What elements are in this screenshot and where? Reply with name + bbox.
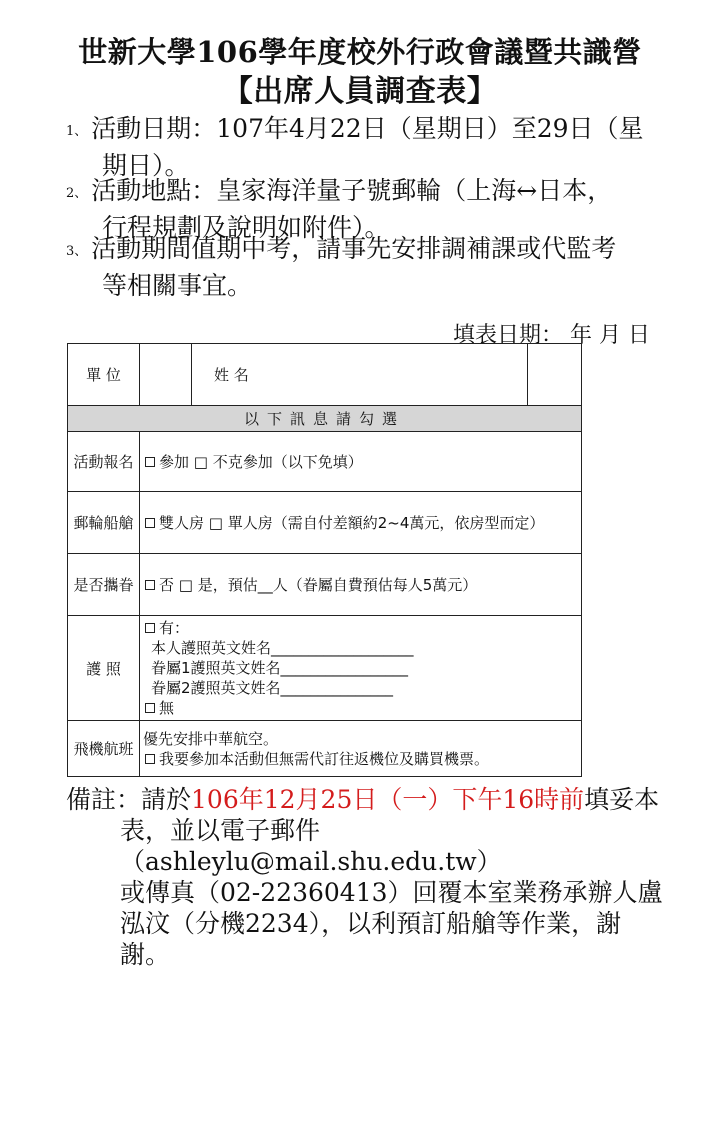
passport-dep1: 眷屬1護照英文姓名_________________ — [151, 659, 409, 677]
checkbox[interactable] — [145, 703, 155, 713]
survey-form-table — [67, 343, 582, 777]
checkbox[interactable] — [145, 623, 155, 633]
checkbox[interactable] — [145, 754, 155, 764]
passport-none: 無 — [159, 699, 175, 717]
row-content-passport — [140, 616, 582, 721]
passport-dep2: 眷屬2護照英文姓名_______________ — [151, 679, 394, 697]
flight-line1: 優先安排中華航空。 — [143, 729, 279, 748]
check-header: 以下訊息請勾選 — [68, 406, 582, 432]
remark — [66, 784, 666, 970]
item-text-cont: 行程規劃及說明如附件）。 — [102, 213, 390, 242]
checkbox[interactable] — [145, 580, 155, 590]
item-text: 活動地點：皇家海洋量子號郵輪（上海↔日本， — [91, 176, 613, 205]
cabin-options: 雙人房 □ 單人房（需自付差額約2~4萬元，依房型而定） — [159, 514, 545, 532]
item-text: 活動期間值期中考，請事先安排調補課或代監考 — [91, 234, 617, 263]
info-item-exam — [66, 232, 666, 303]
item-number: 3、 — [66, 244, 88, 259]
item-text: 活動日期：107年4月22日（星期日）至29日（星 — [91, 114, 644, 143]
item-text-cont: 期日）。 — [102, 151, 190, 180]
row-label-dependents: 是否攜眷 — [68, 554, 140, 616]
row-label-register: 活動報名 — [68, 432, 140, 492]
item-text-cont: 等相關事宜。 — [102, 271, 253, 300]
remark-deadline: 106年12月25日（一）下午16時前 — [191, 785, 585, 814]
name-field[interactable] — [528, 344, 582, 406]
row-content-register — [140, 432, 582, 492]
row-label-cabin: 郵輪船艙 — [68, 492, 140, 554]
remark-prefix: 備註：請於 — [66, 785, 192, 814]
row-content-cabin — [140, 492, 582, 554]
document-subtitle: 【出席人員調查表】 — [222, 74, 498, 109]
info-item-date — [66, 112, 666, 183]
row-label-flight: 飛機航班 — [68, 721, 140, 777]
fill-date: 填表日期： 年 月 日 — [453, 323, 650, 348]
row-label-passport: 護 照 — [68, 616, 140, 721]
row-content-dependents — [140, 554, 582, 616]
checkbox[interactable] — [145, 457, 155, 467]
passport-self: 本人護照英文姓名___________________ — [151, 639, 414, 657]
dependent-options: 否 □ 是，預估__人（眷屬自費預估每人5萬元） — [159, 576, 478, 594]
item-number: 1、 — [66, 124, 88, 139]
passport-has: 有： — [159, 619, 190, 637]
unit-label: 單 位 — [68, 344, 140, 406]
remark-line: 或傳真（02-22360413）回覆本室業務承辦人盧 — [120, 878, 663, 907]
remark-line: 表，並以電子郵件（ashleylu@mail.shu.edu.tw） — [120, 816, 502, 876]
checkbox[interactable] — [145, 518, 155, 528]
unit-field[interactable] — [140, 344, 192, 406]
name-label: 姓 名 — [192, 344, 528, 406]
register-options: 參加 □ 不克參加（以下免填） — [159, 453, 363, 471]
document-title: 世新大學106學年度校外行政會議暨共識營 — [78, 35, 642, 69]
row-content-flight — [140, 721, 582, 777]
remark-line: 謝。 — [120, 940, 171, 969]
remark-line: 泓汶（分機2234），以利預訂船艙等作業，謝 — [120, 909, 622, 938]
flight-line2: 我要參加本活動但無需代訂往返機位及購買機票。 — [159, 749, 490, 768]
item-number: 2、 — [66, 186, 88, 201]
remark-suffix: 填妥本 — [584, 785, 660, 814]
